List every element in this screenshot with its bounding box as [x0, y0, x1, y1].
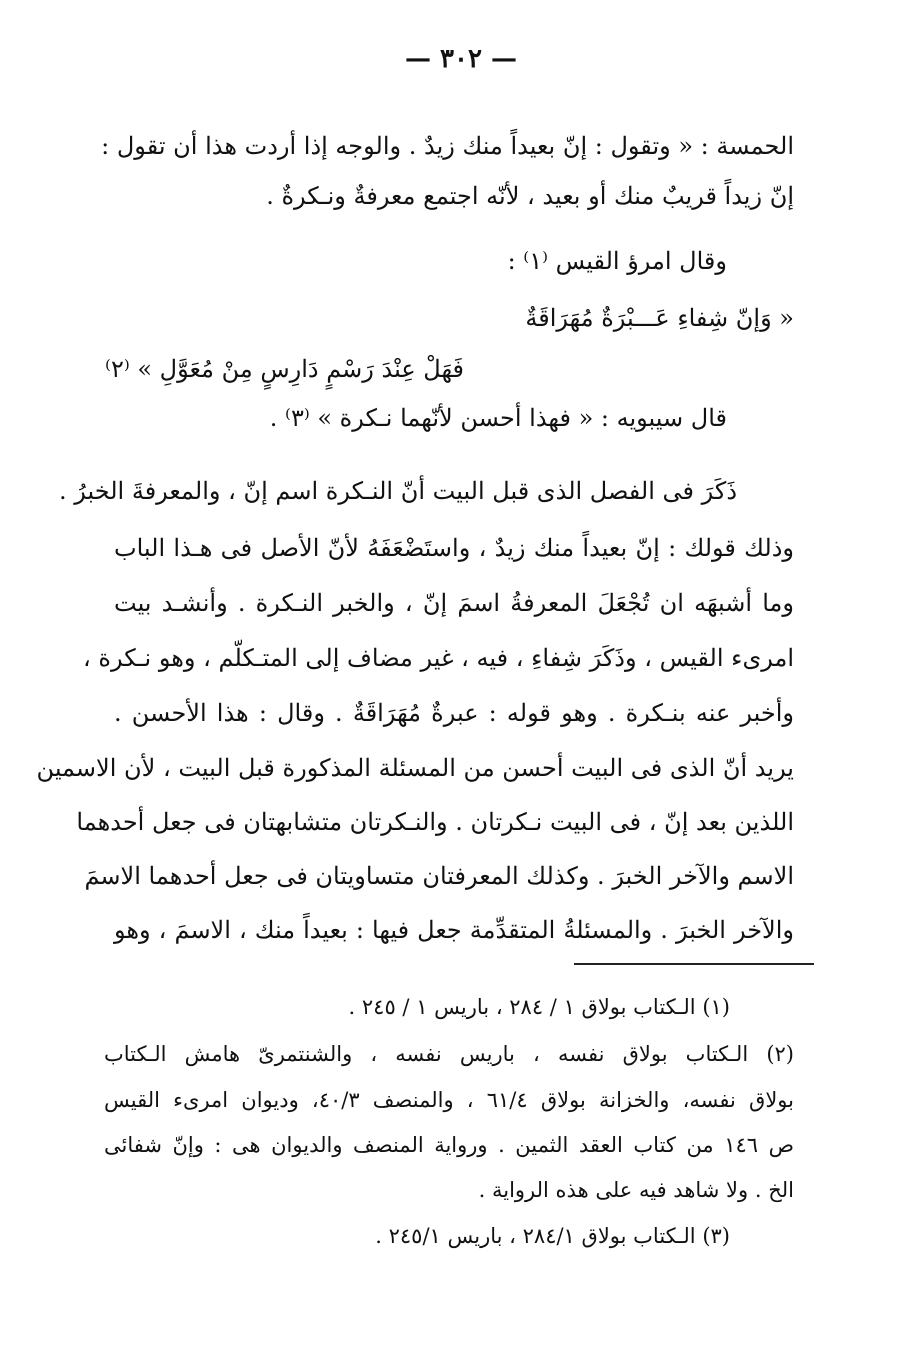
footnote-2-continued: الخ . ولا شاهد فيه على هذه الرواية .: [478, 1178, 794, 1202]
body-line: قال سيبويه : « فهذا أحسن لأنّهما نـكرة » ⁽٣⁾ .: [269, 404, 727, 432]
body-line: ذَكَرَ فى الفصل الذى قبل البيت أنّ النـكرة اسم إنّ ، والمعرفةَ الخبرُ .: [59, 477, 737, 505]
body-line: اللذين بعد إنّ ، فى البيت نـكرتان . والنـكرتان متشابهتان فى جعل أحدهما: [76, 808, 794, 836]
body-line: وأخبر عنه بنـكرة . وهو قوله : عبرةٌ مُهَرَاقَةٌ . وقال : هذا الأحسن .: [114, 699, 794, 727]
footnote-2-continued: بولاق نفسه، والخزانة بولاق ٦١/٤ ، والمنصف ٤٠/٣، وديوان امرىء القيس: [104, 1088, 794, 1112]
footnote-2: (٢) الـكتاب بولاق نفسه ، باريس نفسه ، والشنتمرىّ هامش الـكتاب: [104, 1042, 794, 1066]
footnote-1: (١) الـكتاب بولاق ١ / ٢٨٤ ، باريس ١ / ٢٤٥ .: [348, 995, 730, 1019]
footnote-2-continued: ص ١٤٦ من كتاب العقد الثمين . ورواية المنصف والديوان هى : وإنّ شفائى: [104, 1133, 794, 1157]
footnote-divider: [574, 963, 814, 965]
page-number: — ٣٠٢ —: [404, 44, 518, 74]
body-line: وما أشبهَه ان تُجْعَلَ المعرفةُ اسمَ إنّ ، والخبر النـكرة . وأنشـد بيت: [114, 589, 794, 617]
verse-first-hemistich: « وَإنّ شِفاءِ عَـــبْرَةٌ مُهَرَاقَةٌ: [525, 304, 794, 332]
body-line: الحمسة : « وتقول : إنّ بعيداً منك زيدٌ . والوجه إذا أردت هذا أن تقول :: [101, 132, 794, 160]
footnote-3: (٣) الـكتاب بولاق ٢٨٤/١ ، باريس ٢٤٥/١ .: [375, 1224, 730, 1248]
verse-second-hemistich: فَهَلْ عِنْدَ رَسْمٍ دَارِسٍ مِنْ مُعَوَّلِ » ⁽٢⁾: [105, 355, 464, 383]
body-line: والآخر الخبرَ . والمسئلةُ المتقدِّمة جعل فيها : بعيداً منك ، الاسمَ ، وهو: [114, 916, 794, 944]
body-line: إنّ زيداً قريبٌ منك أو بعيد ، لأنّه اجتمع معرفةٌ ونـكرةٌ .: [266, 182, 794, 210]
body-line: وذلك قولك : إنّ بعيداً منك زيدٌ ، واستَضْعَفَهُ لأنّ الأصل فى هـذا الباب: [114, 534, 794, 562]
body-line: يريد أنّ الذى فى البيت أحسن من المسئلة المذكورة قبل البيت ، لأن الاسمين: [36, 754, 794, 782]
body-line: الاسم والآخر الخبرَ . وكذلك المعرفتان متساويتان فى جعل أحدهما الاسمَ: [84, 862, 794, 890]
body-line: امرىء القيس ، وذَكَرَ شِفاءِ ، فيه ، غير مضاف إلى المتـكلّم ، وهو نـكرة ،: [83, 644, 794, 672]
body-line: وقال امرؤ القيس ⁽١⁾ :: [507, 247, 727, 275]
